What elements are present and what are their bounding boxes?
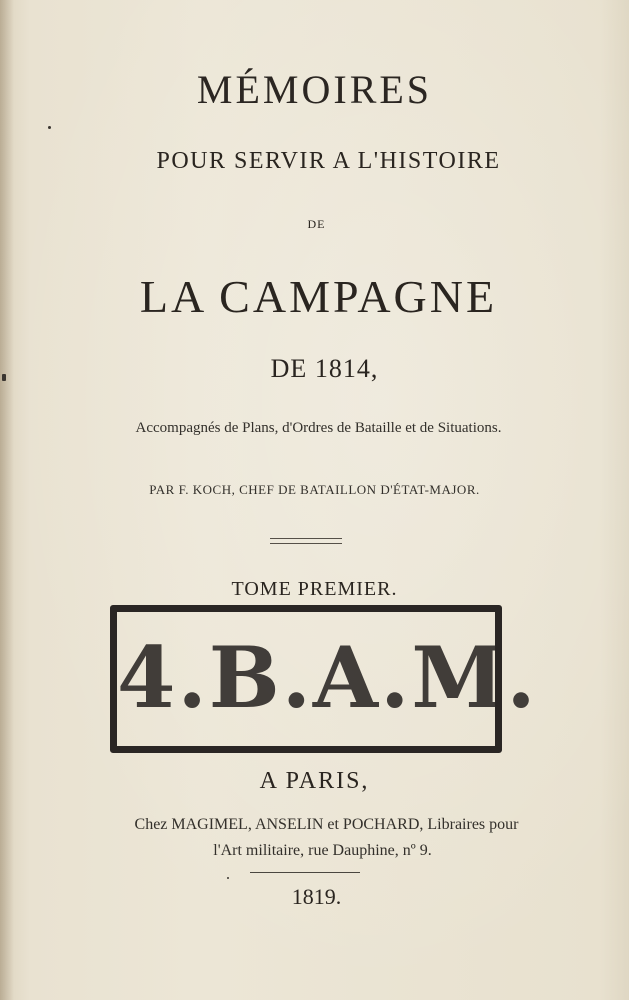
- ink-speck: [227, 877, 229, 879]
- title-year: DE 1814,: [270, 354, 379, 383]
- double-rule-divider: [270, 538, 342, 544]
- title-subtitle-line: POUR SERVIR A L'HISTOIRE: [156, 148, 501, 174]
- title-connector: DE: [307, 217, 326, 231]
- volume-label: TOME PREMIER.: [231, 578, 398, 600]
- single-rule-divider: [250, 872, 360, 873]
- library-stamp-text: 4.B.A.M.: [117, 628, 538, 727]
- ink-speck: [48, 126, 51, 129]
- subtitle-description: Accompagnés de Plans, d'Ordres de Bataille et de Situations.: [135, 420, 502, 436]
- imprint-city: A PARIS,: [259, 768, 370, 794]
- author-line: PAR F. KOCH, CHEF DE BATAILLON D'ÉTAT-MAJOR.: [149, 482, 480, 497]
- ink-speck: [2, 374, 6, 381]
- imprint-publisher-line-1: Chez MAGIMEL, ANSELIN et POCHARD, Libraires pour: [134, 816, 519, 833]
- imprint-date: 1819.: [291, 884, 342, 909]
- imprint-publisher-line-2: l'Art militaire, rue Dauphine, nº 9.: [213, 842, 432, 859]
- title-main: MÉMOIRES: [196, 67, 433, 112]
- library-stamp: [110, 605, 538, 753]
- title-campaign: LA CAMPAGNE: [139, 271, 498, 322]
